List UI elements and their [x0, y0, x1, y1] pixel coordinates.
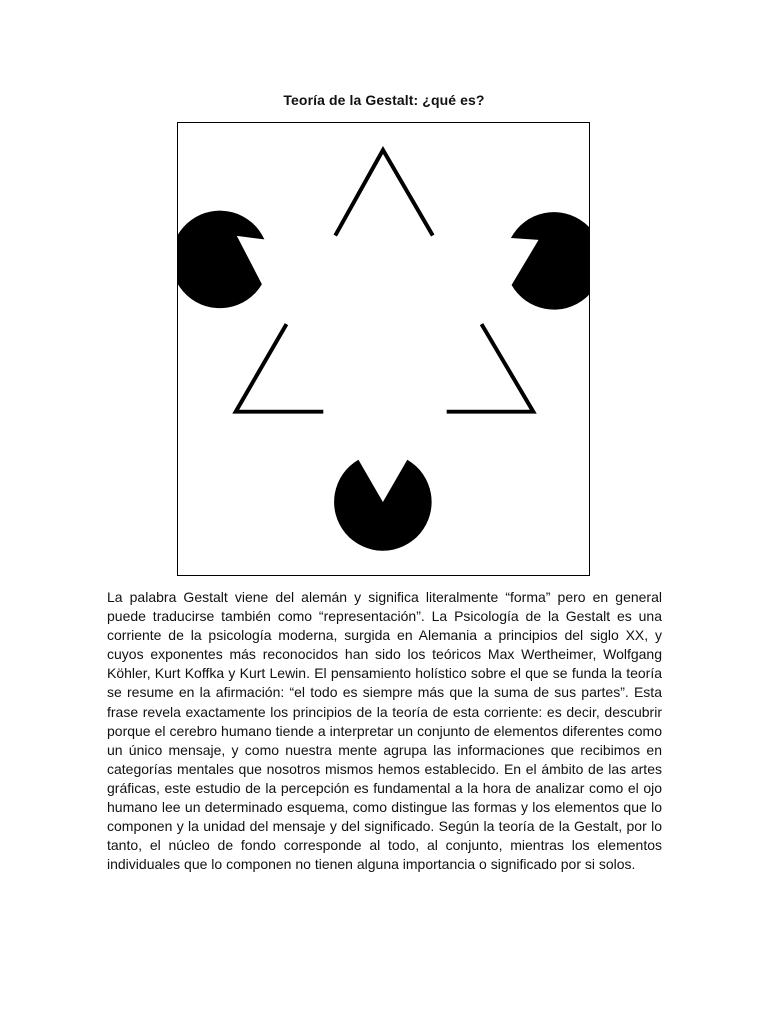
body-paragraph: La palabra Gestalt viene del alemán y significa literalmente “forma” pero en general puede traducirse también como “representación”. La Psicología de la Gestalt es una corriente de la psicología moderna, surgida en Alemania a principios del siglo XX, y cuyos exponentes más reconocidos han sido los teóricos Max Wertheimer, Wolfgang Köhler, Kurt Koffka y Kurt Lewin. El pensamiento holístico sobre el que se funda la teoría se resume en la afirmación: “el todo es siempre más que la suma de sus partes”. Esta frase revela exactamente los principios de la teoría de esta corriente: es decir, descubrir porque el cerebro humano tiende a interpretar un conjunto de elementos diferentes como un único mensaje, y como nuestra mente agrupa las informaciones que recibimos en categorías mentales que nosotros mismos hemos establecido. En el ámbito de las artes gráficas, este estudio de la percepción es fundamental a la hora de analizar como el ojo humano lee un determinado esquema, como distingue las formas y los elementos que lo componen y la unidad del mensaje y del significado. Según la teoría de la Gestalt, por lo tanto, el núcleo de fondo corresponde al todo, al conjunto, mientras los elementos individuales que lo componen no tienen alguna importancia o significado por si solos.	[107, 589, 662, 873]
pacman-disc-bottom	[334, 460, 432, 551]
kanizsa-figure-frame	[177, 122, 590, 576]
pacman-disc-top-right	[511, 212, 589, 310]
pacman-disc-top-left	[178, 211, 264, 309]
triangle-fragment-bottom-right	[447, 324, 534, 412]
kanizsa-triangle-illustration	[178, 123, 589, 575]
triangle-fragment-top	[335, 150, 433, 236]
page-title: Teoría de la Gestalt: ¿qué es?	[283, 92, 485, 108]
triangle-fragment-bottom-left	[236, 324, 324, 412]
